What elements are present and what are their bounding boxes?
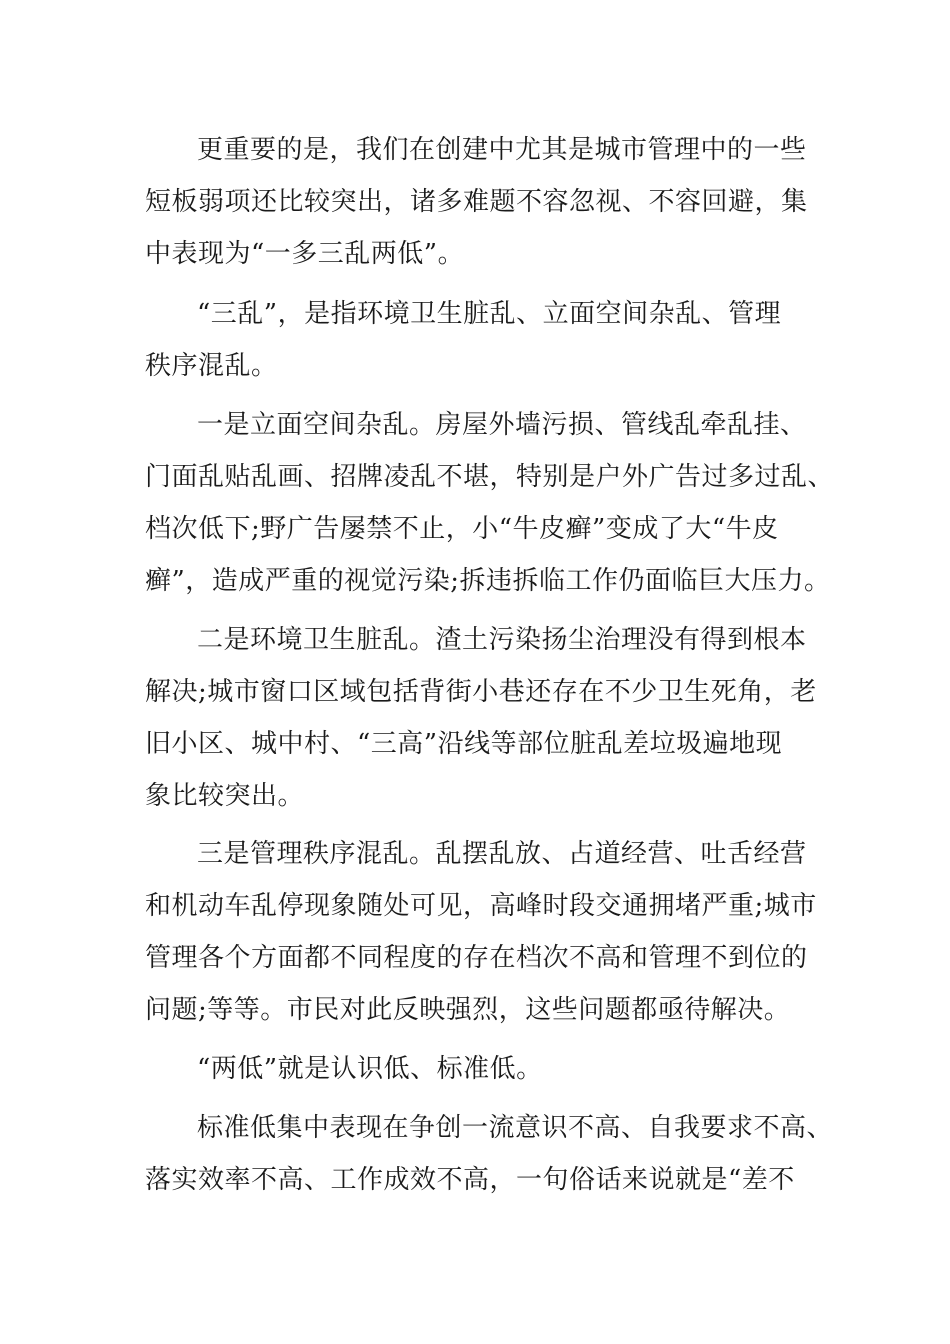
paragraph-5-line-3: 管理各个方面都不同程度的存在档次不高和管理不到位的 [145,943,808,973]
paragraph-3-line-1: 一是立面空间杂乱。房屋外墙污损、管线乱牵乱挂、 [197,410,807,440]
paragraph-5-line-1: 三是管理秩序混乱。乱摆乱放、占道经营、吐舌经营 [197,839,807,869]
paragraph-5-line-2: 和机动车乱停现象随处可见，高峰时段交通拥堵严重;城市 [145,891,817,921]
paragraph-3-line-3: 档次低下;野广告屡禁不止，小“牛皮癣”变成了大“牛皮 [145,514,779,544]
paragraph-3-line-4: 癣”，造成严重的视觉污染;拆违拆临工作仍面临巨大压力。 [145,566,831,596]
paragraph-4-line-4: 象比较突出。 [145,781,305,811]
paragraph-7-line-2: 落实效率不高、工作成效不高，一句俗话来说就是“差不 [145,1165,795,1195]
paragraph-4-line-3: 旧小区、城中村、“三高”沿线等部位脏乱差垃圾遍地现 [145,729,783,759]
paragraph-1-line-3: 中表现为“一多三乱两低”。 [145,239,465,269]
paragraph-4-line-1: 二是环境卫生脏乱。渣土污染扬尘治理没有得到根本 [197,625,807,655]
paragraph-1-line-1: 更重要的是，我们在创建中尤其是城市管理中的一些 [197,135,807,165]
paragraph-6-line-1: “两低”就是认识低、标准低。 [197,1054,543,1084]
paragraph-3-line-2: 门面乱贴乱画、招牌凌乱不堪，特别是户外广告过多过乱、 [145,462,835,492]
paragraph-2-line-2: 秩序混乱。 [145,351,278,381]
paragraph-2-line-1: “三乱”，是指环境卫生脏乱、立面空间杂乱、管理 [197,299,782,329]
paragraph-5-line-4: 问题;等等。市民对此反映强烈，这些问题都亟待解决。 [145,995,791,1025]
paragraph-7-line-1: 标准低集中表现在争创一流意识不高、自我要求不高、 [197,1113,834,1143]
paragraph-1-line-2: 短板弱项还比较突出，诸多难题不容忽视、不容回避，集 [145,187,808,217]
paragraph-4-line-2: 解决;城市窗口区域包括背街小巷还存在不少卫生死角，老 [145,677,817,707]
